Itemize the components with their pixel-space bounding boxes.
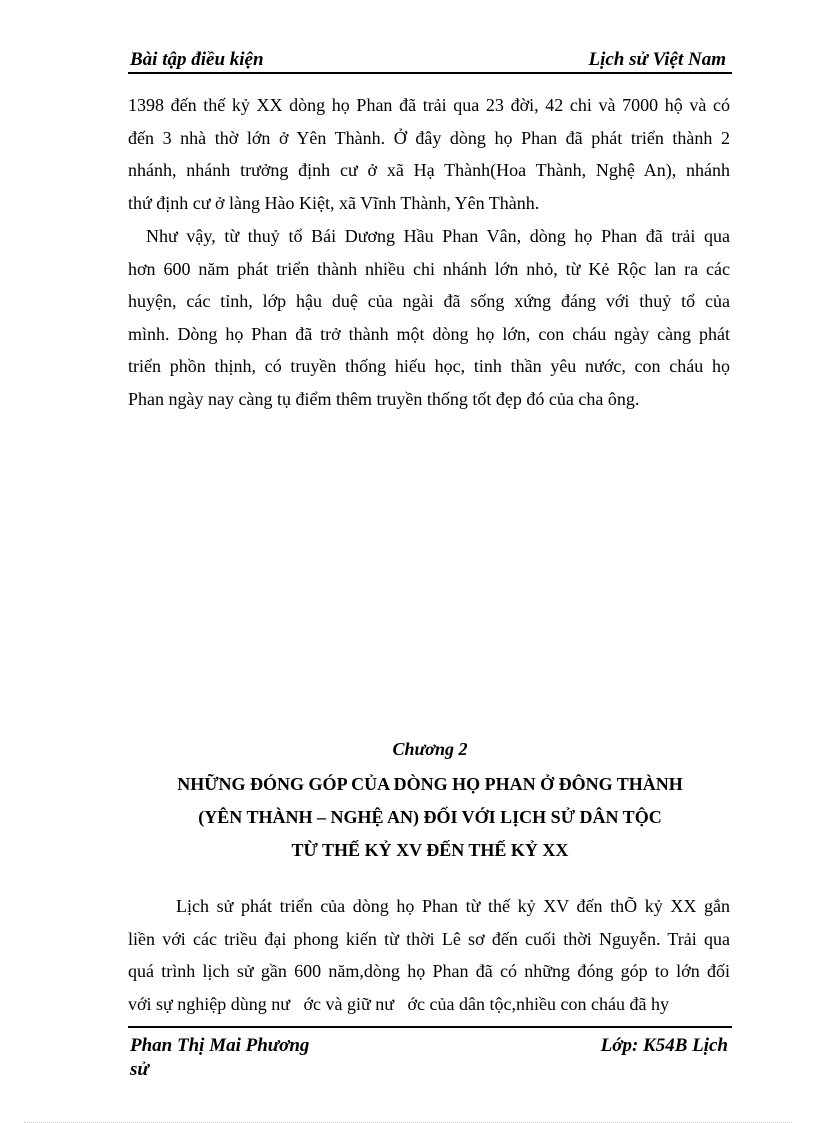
text-line: Lịch sử phát triển của dòng họ Phan từ thế kỷ XV đến thÕ kỷ XX gắn: [176, 896, 730, 916]
page-footer: [128, 1026, 732, 1080]
footer-name-continued: sử: [130, 1059, 149, 1080]
chapter-heading-line: NHỮNG ĐÓNG GÓP CỦA DÒNG HỌ PHAN Ở ĐÔNG THÀNH: [177, 774, 683, 794]
paragraph-family-branches: [128, 89, 730, 219]
paragraph-family-development: [128, 220, 730, 416]
footer-name-text: Phan Thị Mai Phương: [130, 1035, 310, 1056]
text-line: liền với các triều đại phong kiến từ thời Lê sơ đến cuối thời Nguyễn. Trải qua: [128, 928, 730, 949]
footer-class-label: Lớp: K54B Lịch: [600, 1035, 728, 1056]
text-line: hơn 600 năm phát triển thành nhiều chi nhánh lớn nhỏ, từ Kẻ Rộc lan ra các: [128, 258, 730, 279]
chapter-title: Chương 2: [392, 739, 468, 759]
text-line: với sự nghiệp dùng nư ớc và giữ nư ớc của dân tộc,nhiều con cháu đã hy: [128, 993, 669, 1014]
text-line: huyện, các tỉnh, lớp hậu duệ của ngài đã sống xứng đáng với thuỷ tổ của: [128, 291, 730, 312]
header-subject-label: Lịch sử Việt Nam: [588, 49, 726, 70]
chapter-heading-line: TỪ THẾ KỶ XV ĐẾN THẾ KỶ XX: [291, 840, 569, 860]
text-line: quá trình lịch sử gần 600 năm,dòng họ Phan đã có những đóng góp to lớn đối: [128, 961, 730, 982]
footer-student-name: [130, 1034, 330, 1082]
text-line: mình. Dòng họ Phan đã trở thành một dòng họ lớn, con cháu ngày càng phát: [128, 323, 730, 344]
text-line: Như vậy, từ thuỷ tổ Bái Dương Hầu Phan Vân, dòng họ Phan đã trải qua: [146, 226, 730, 246]
text-line: nhánh, nhánh trưởng định cư ở xã Hạ Thành(Hoa Thành, Nghệ An), nhánh: [128, 160, 730, 181]
text-line: triển phồn thịnh, có truyền thống hiếu học, tinh thần yêu nước, con cháu họ: [128, 356, 730, 377]
text-line: thứ định cư ở làng Hào Kiệt, xã Vĩnh Thành, Yên Thành.: [128, 192, 540, 213]
header-course-label: Bài tập điều kiện: [130, 49, 264, 70]
text-line: Phan ngày nay càng tụ điểm thêm truyền thống tốt đẹp đó của cha ông.: [128, 388, 640, 409]
page-header: [128, 48, 732, 74]
paragraph-chapter-intro: [128, 890, 730, 1020]
text-line: đến 3 nhà thờ lớn ở Yên Thành. Ở đây dòng họ Phan đã phát triển thành 2: [128, 127, 730, 148]
text-line: 1398 đến thế kỷ XX dòng họ Phan đã trải qua 23 đời, 42 chi và 7000 hộ và có: [128, 95, 730, 115]
chapter-heading: [128, 768, 732, 867]
chapter-heading-line: (YÊN THÀNH – NGHỆ AN) ĐỐI VỚI LỊCH SỬ DÂN TỘC: [198, 807, 662, 827]
